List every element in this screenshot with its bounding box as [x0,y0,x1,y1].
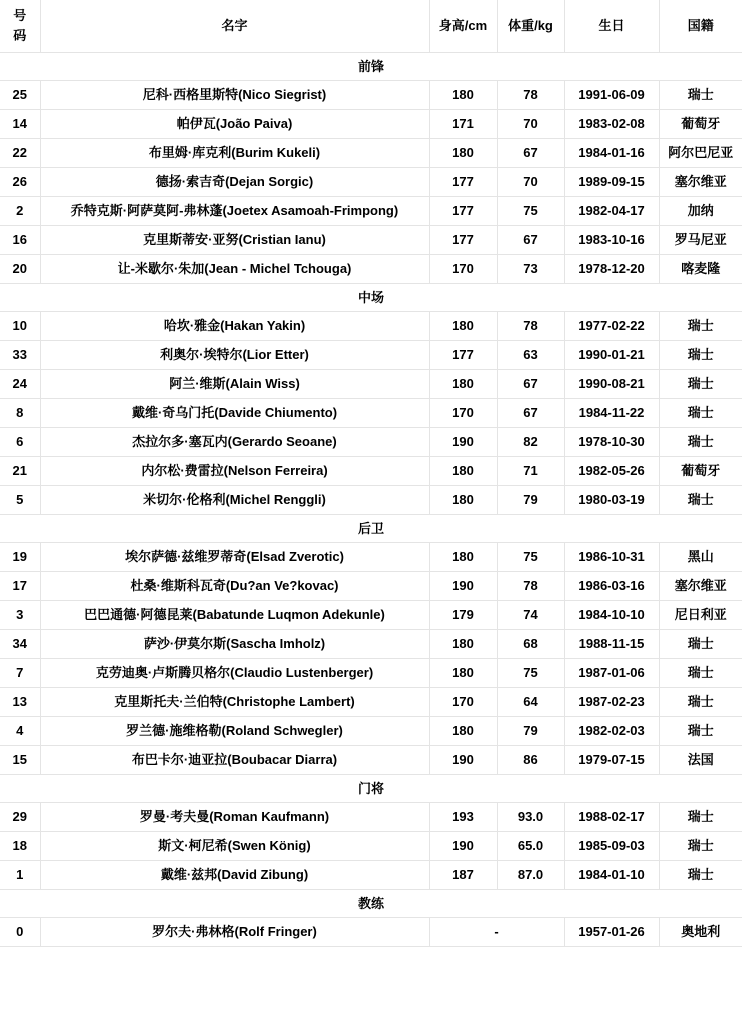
birthday-cell: 1980-03-19 [564,485,659,514]
player-number-cell: 25 [0,80,40,109]
height-cell: 180 [429,369,497,398]
section-row [0,889,742,917]
player-row [0,254,742,283]
player-number-cell: 29 [0,802,40,831]
table-body [0,52,742,946]
nationality-cell: 瑞士 [659,80,742,109]
height-cell: 180 [429,716,497,745]
height-cell: 190 [429,831,497,860]
height-cell: 180 [429,658,497,687]
weight-cell: 93.0 [497,802,564,831]
birthday-cell: 1988-02-17 [564,802,659,831]
table-header [0,0,742,52]
player-row [0,629,742,658]
player-row [0,802,742,831]
height-cell: 190 [429,427,497,456]
height-cell: 177 [429,196,497,225]
nationality-cell: 瑞士 [659,860,742,889]
nationality-cell: 尼日利亚 [659,600,742,629]
weight-cell: 71 [497,456,564,485]
player-row [0,687,742,716]
player-name-cell: 乔特克斯·阿萨莫阿-弗林蓬(Joetex Asamoah-Frimpong) [40,196,429,225]
weight-cell: 74 [497,600,564,629]
nationality-cell: 黑山 [659,542,742,571]
height-cell: 180 [429,542,497,571]
player-number-cell: 10 [0,311,40,340]
col-header-birthday: 生日 [564,0,659,52]
birthday-cell: 1979-07-15 [564,745,659,774]
weight-cell: 63 [497,340,564,369]
player-name-cell: 帕伊瓦(João Paiva) [40,109,429,138]
nationality-cell: 瑞士 [659,340,742,369]
player-number-cell: 1 [0,860,40,889]
birthday-cell: 1986-03-16 [564,571,659,600]
height-cell: 170 [429,254,497,283]
player-name-cell: 布巴卡尔·迪亚拉(Boubacar Diarra) [40,745,429,774]
height-cell: 180 [429,311,497,340]
weight-cell: 79 [497,716,564,745]
height-cell: 180 [429,485,497,514]
height-cell: 190 [429,571,497,600]
height-cell: 177 [429,167,497,196]
weight-cell: 68 [497,629,564,658]
nationality-cell: 瑞士 [659,687,742,716]
birthday-cell: 1983-02-08 [564,109,659,138]
nationality-cell: 加纳 [659,196,742,225]
birthday-cell: 1987-01-06 [564,658,659,687]
player-number-cell: 17 [0,571,40,600]
player-name-cell: 让-米歇尔·朱加(Jean - Michel Tchouga) [40,254,429,283]
birthday-cell: 1982-05-26 [564,456,659,485]
birthday-cell: 1990-08-21 [564,369,659,398]
nationality-cell: 罗马尼亚 [659,225,742,254]
birthday-cell: 1978-12-20 [564,254,659,283]
player-name-cell: 罗尔夫·弗林格(Rolf Fringer) [40,917,429,946]
nationality-cell: 塞尔维亚 [659,571,742,600]
player-number-cell: 34 [0,629,40,658]
player-number-cell: 26 [0,167,40,196]
weight-cell: 79 [497,485,564,514]
height-cell: 177 [429,225,497,254]
nationality-cell: 塞尔维亚 [659,167,742,196]
player-number-cell: 5 [0,485,40,514]
section-title: 前锋 [0,52,742,80]
weight-cell: 86 [497,745,564,774]
player-number-cell: 13 [0,687,40,716]
weight-cell: 78 [497,80,564,109]
weight-cell: 78 [497,311,564,340]
birthday-cell: 1984-10-10 [564,600,659,629]
player-number-cell: 21 [0,456,40,485]
section-row [0,52,742,80]
player-name-cell: 利奥尔·埃特尔(Lior Etter) [40,340,429,369]
height-cell: 180 [429,80,497,109]
weight-cell: 64 [497,687,564,716]
birthday-cell: 1957-01-26 [564,917,659,946]
player-name-cell: 杰拉尔多·塞瓦内(Gerardo Seoane) [40,427,429,456]
nationality-cell: 葡萄牙 [659,456,742,485]
weight-cell: 67 [497,225,564,254]
player-name-cell: 克劳迪奥·卢斯腾贝格尔(Claudio Lustenberger) [40,658,429,687]
nationality-cell: 阿尔巴尼亚 [659,138,742,167]
player-name-cell: 克里斯托夫·兰伯特(Christophe Lambert) [40,687,429,716]
nationality-cell: 瑞士 [659,311,742,340]
nationality-cell: 瑞士 [659,398,742,427]
birthday-cell: 1991-06-09 [564,80,659,109]
weight-cell: 82 [497,427,564,456]
player-row [0,138,742,167]
player-row [0,600,742,629]
weight-cell: 75 [497,658,564,687]
player-row [0,831,742,860]
birthday-cell: 1984-11-22 [564,398,659,427]
player-number-cell: 8 [0,398,40,427]
weight-cell: 75 [497,542,564,571]
header-row [0,0,742,52]
nationality-cell: 瑞士 [659,658,742,687]
col-header-weight: 体重/kg [497,0,564,52]
nationality-cell: 瑞士 [659,369,742,398]
nationality-cell: 喀麦隆 [659,254,742,283]
weight-cell: 70 [497,167,564,196]
player-number-cell: 15 [0,745,40,774]
birthday-cell: 1985-09-03 [564,831,659,860]
player-row [0,658,742,687]
height-cell: 180 [429,456,497,485]
section-title: 教练 [0,889,742,917]
player-number-cell: 3 [0,600,40,629]
weight-cell: 78 [497,571,564,600]
height-cell: 179 [429,600,497,629]
player-name-cell: 克里斯蒂安·亚努(Cristian Ianu) [40,225,429,254]
birthday-cell: 1983-10-16 [564,225,659,254]
player-row [0,542,742,571]
player-row [0,745,742,774]
player-row [0,369,742,398]
height-cell: 180 [429,629,497,658]
nationality-cell: 瑞士 [659,427,742,456]
player-row [0,716,742,745]
player-row [0,456,742,485]
player-number-cell: 20 [0,254,40,283]
player-number-cell: 14 [0,109,40,138]
player-name-cell: 戴维·兹邦(David Zibung) [40,860,429,889]
birthday-cell: 1984-01-16 [564,138,659,167]
nationality-cell: 法国 [659,745,742,774]
player-name-cell: 布里姆·库克利(Burim Kukeli) [40,138,429,167]
height-cell: 193 [429,802,497,831]
player-number-cell: 16 [0,225,40,254]
player-name-cell: 戴维·奇乌门托(Davide Chiumento) [40,398,429,427]
player-name-cell: 尼科·西格里斯特(Nico Siegrist) [40,80,429,109]
player-row [0,167,742,196]
player-name-cell: 萨沙·伊莫尔斯(Sascha Imholz) [40,629,429,658]
height-cell: 190 [429,745,497,774]
player-name-cell: 埃尔萨德·兹维罗蒂奇(Elsad Zverotic) [40,542,429,571]
player-number-cell: 19 [0,542,40,571]
nationality-cell: 瑞士 [659,485,742,514]
weight-cell: 67 [497,138,564,167]
section-title: 门将 [0,774,742,802]
player-name-cell: 斯文·柯尼希(Swen König) [40,831,429,860]
birthday-cell: 1982-02-03 [564,716,659,745]
height-cell: 171 [429,109,497,138]
birthday-cell: 1982-04-17 [564,196,659,225]
col-header-number: 号码 [0,0,40,52]
nationality-cell: 瑞士 [659,802,742,831]
player-number-cell: 18 [0,831,40,860]
weight-cell: 75 [497,196,564,225]
player-row [0,485,742,514]
nationality-cell: 瑞士 [659,716,742,745]
nationality-cell: 瑞士 [659,629,742,658]
birthday-cell: 1977-02-22 [564,311,659,340]
player-number-cell: 4 [0,716,40,745]
height-cell: 170 [429,687,497,716]
weight-cell: 67 [497,398,564,427]
weight-cell: 87.0 [497,860,564,889]
height-cell: 187 [429,860,497,889]
player-name-cell: 罗兰德·施维格勒(Roland Schwegler) [40,716,429,745]
section-row [0,774,742,802]
height-cell: 177 [429,340,497,369]
section-row [0,514,742,542]
player-number-cell: 33 [0,340,40,369]
player-row [0,427,742,456]
weight-cell: 65.0 [497,831,564,860]
player-number-cell: 0 [0,917,40,946]
player-row [0,80,742,109]
player-row [0,860,742,889]
player-row [0,225,742,254]
player-row [0,917,742,946]
nationality-cell: 奥地利 [659,917,742,946]
player-row [0,340,742,369]
section-title: 中场 [0,283,742,311]
weight-cell: 67 [497,369,564,398]
height-cell: 170 [429,398,497,427]
col-header-name: 名字 [40,0,429,52]
height-weight-merged-cell: - [429,917,564,946]
col-header-nationality: 国籍 [659,0,742,52]
player-name-cell: 德扬·索吉奇(Dejan Sorgic) [40,167,429,196]
player-number-cell: 7 [0,658,40,687]
player-name-cell: 阿兰·维斯(Alain Wiss) [40,369,429,398]
player-number-cell: 22 [0,138,40,167]
player-row [0,311,742,340]
weight-cell: 70 [497,109,564,138]
player-name-cell: 哈坎·雅金(Hakan Yakin) [40,311,429,340]
player-number-cell: 2 [0,196,40,225]
nationality-cell: 葡萄牙 [659,109,742,138]
birthday-cell: 1989-09-15 [564,167,659,196]
height-cell: 180 [429,138,497,167]
player-row [0,398,742,427]
birthday-cell: 1988-11-15 [564,629,659,658]
player-name-cell: 杜桑·维斯科瓦奇(Du?an Ve?kovac) [40,571,429,600]
birthday-cell: 1990-01-21 [564,340,659,369]
player-number-cell: 6 [0,427,40,456]
player-name-cell: 巴巴通德·阿德昆莱(Babatunde Luqmon Adekunle) [40,600,429,629]
player-row [0,109,742,138]
birthday-cell: 1984-01-10 [564,860,659,889]
player-row [0,571,742,600]
player-name-cell: 米切尔·伦格利(Michel Renggli) [40,485,429,514]
col-header-height: 身高/cm [429,0,497,52]
player-row [0,196,742,225]
player-name-cell: 内尔松·费雷拉(Nelson Ferreira) [40,456,429,485]
nationality-cell: 瑞士 [659,831,742,860]
birthday-cell: 1986-10-31 [564,542,659,571]
weight-cell: 73 [497,254,564,283]
player-number-cell: 24 [0,369,40,398]
player-name-cell: 罗曼·考夫曼(Roman Kaufmann) [40,802,429,831]
section-row [0,283,742,311]
birthday-cell: 1987-02-23 [564,687,659,716]
birthday-cell: 1978-10-30 [564,427,659,456]
section-title: 后卫 [0,514,742,542]
